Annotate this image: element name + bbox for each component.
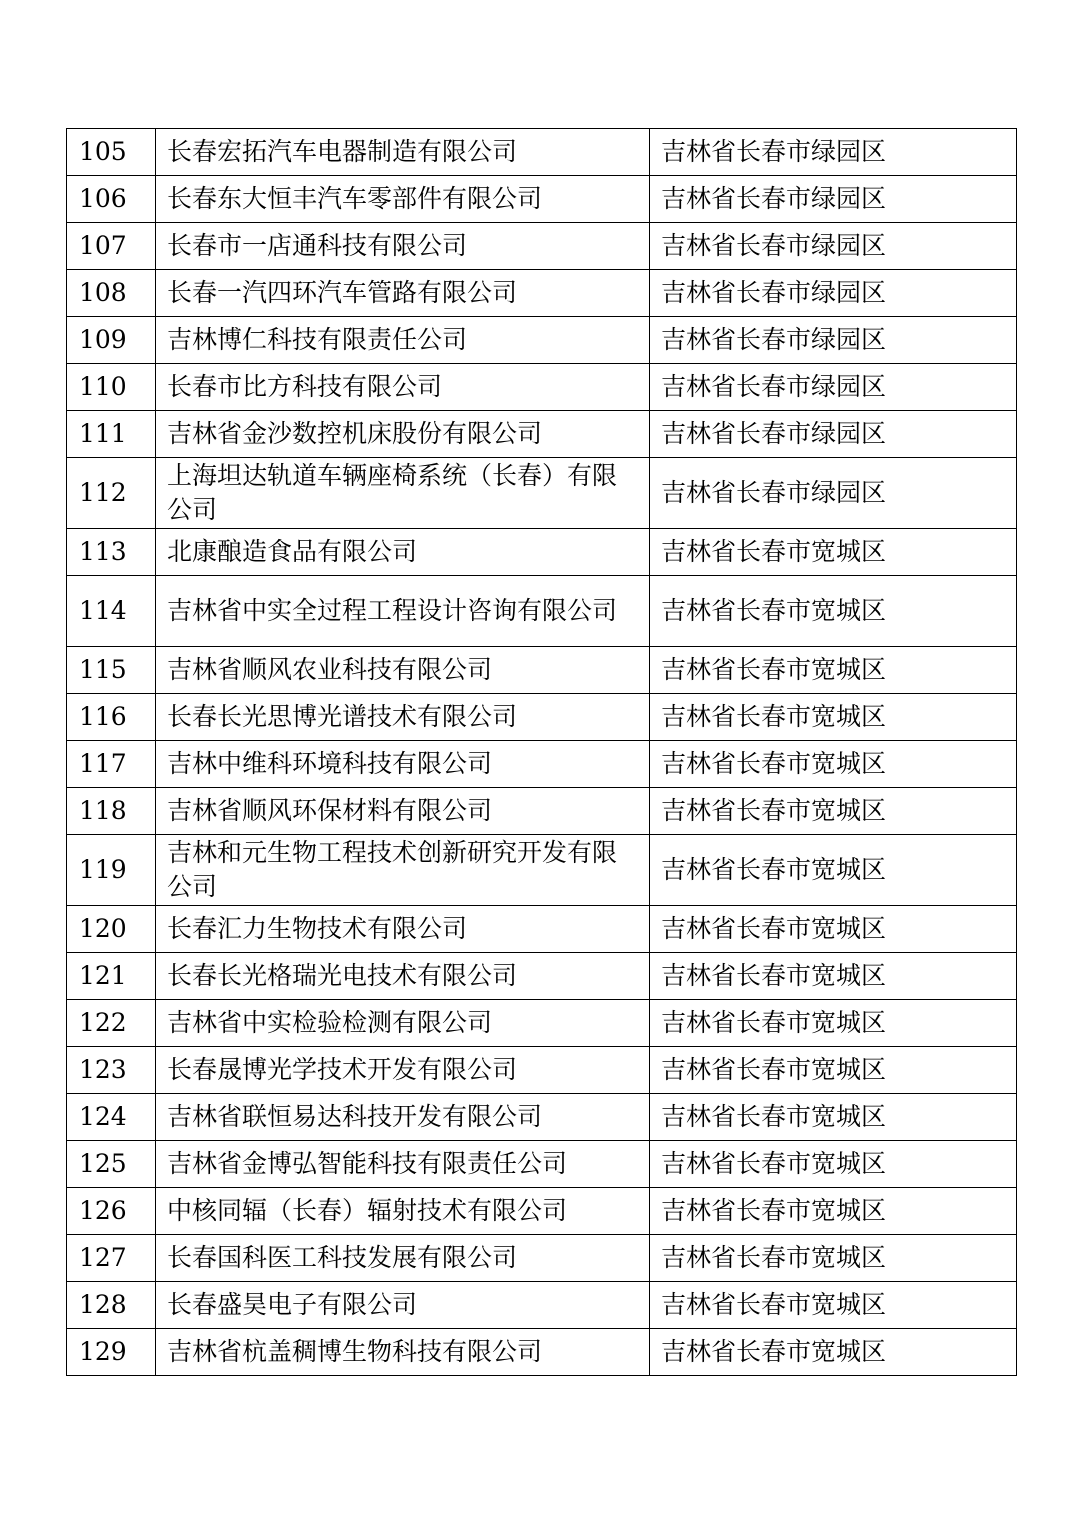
company-name: 吉林省联恒易达科技开发有限公司 bbox=[156, 1094, 650, 1141]
row-number: 127 bbox=[67, 1235, 156, 1282]
table-row bbox=[67, 835, 1017, 906]
company-name: 吉林省金博弘智能科技有限责任公司 bbox=[156, 1141, 650, 1188]
company-location: 吉林省长春市宽城区 bbox=[650, 906, 1017, 953]
company-name: 中核同辐（长春）辐射技术有限公司 bbox=[156, 1188, 650, 1235]
table-row bbox=[67, 1141, 1017, 1188]
company-name: 长春东大恒丰汽车零部件有限公司 bbox=[156, 176, 650, 223]
row-number: 117 bbox=[67, 741, 156, 788]
table-row bbox=[67, 317, 1017, 364]
company-list-table bbox=[66, 128, 1017, 1376]
company-location: 吉林省长春市宽城区 bbox=[650, 1188, 1017, 1235]
row-number: 121 bbox=[67, 953, 156, 1000]
company-name: 吉林博仁科技有限责任公司 bbox=[156, 317, 650, 364]
table-row bbox=[67, 129, 1017, 176]
row-number: 129 bbox=[67, 1329, 156, 1376]
table-row bbox=[67, 176, 1017, 223]
company-location: 吉林省长春市宽城区 bbox=[650, 1000, 1017, 1047]
row-number: 123 bbox=[67, 1047, 156, 1094]
company-name: 上海坦达轨道车辆座椅系统（长春）有限公司 bbox=[156, 458, 650, 529]
row-number: 107 bbox=[67, 223, 156, 270]
table-row bbox=[67, 694, 1017, 741]
row-number: 125 bbox=[67, 1141, 156, 1188]
company-name: 吉林省顺风农业科技有限公司 bbox=[156, 647, 650, 694]
company-location: 吉林省长春市宽城区 bbox=[650, 953, 1017, 1000]
company-name: 吉林中维科环境科技有限公司 bbox=[156, 741, 650, 788]
company-location: 吉林省长春市绿园区 bbox=[650, 458, 1017, 529]
row-number: 114 bbox=[67, 576, 156, 647]
company-location: 吉林省长春市绿园区 bbox=[650, 317, 1017, 364]
company-name: 长春汇力生物技术有限公司 bbox=[156, 906, 650, 953]
table-row bbox=[67, 576, 1017, 647]
row-number: 115 bbox=[67, 647, 156, 694]
company-name: 长春一汽四环汽车管路有限公司 bbox=[156, 270, 650, 317]
table-row bbox=[67, 1188, 1017, 1235]
company-name: 吉林省顺风环保材料有限公司 bbox=[156, 788, 650, 835]
company-location: 吉林省长春市宽城区 bbox=[650, 1235, 1017, 1282]
company-name: 长春市一店通科技有限公司 bbox=[156, 223, 650, 270]
company-location: 吉林省长春市宽城区 bbox=[650, 1282, 1017, 1329]
row-number: 105 bbox=[67, 129, 156, 176]
company-location: 吉林省长春市宽城区 bbox=[650, 1141, 1017, 1188]
company-name: 长春市比方科技有限公司 bbox=[156, 364, 650, 411]
table-row bbox=[67, 1000, 1017, 1047]
company-name: 长春晟博光学技术开发有限公司 bbox=[156, 1047, 650, 1094]
company-location: 吉林省长春市宽城区 bbox=[650, 835, 1017, 906]
table-row bbox=[67, 1329, 1017, 1376]
table-row bbox=[67, 529, 1017, 576]
table-row bbox=[67, 223, 1017, 270]
company-name: 长春盛昊电子有限公司 bbox=[156, 1282, 650, 1329]
company-location: 吉林省长春市绿园区 bbox=[650, 411, 1017, 458]
row-number: 122 bbox=[67, 1000, 156, 1047]
table-row bbox=[67, 953, 1017, 1000]
row-number: 108 bbox=[67, 270, 156, 317]
company-name: 长春长光格瑞光电技术有限公司 bbox=[156, 953, 650, 1000]
row-number: 120 bbox=[67, 906, 156, 953]
company-name: 北康酿造食品有限公司 bbox=[156, 529, 650, 576]
company-name: 长春国科医工科技发展有限公司 bbox=[156, 1235, 650, 1282]
company-name: 吉林和元生物工程技术创新研究开发有限公司 bbox=[156, 835, 650, 906]
company-location: 吉林省长春市绿园区 bbox=[650, 364, 1017, 411]
company-location: 吉林省长春市绿园区 bbox=[650, 176, 1017, 223]
company-location: 吉林省长春市宽城区 bbox=[650, 529, 1017, 576]
row-number: 113 bbox=[67, 529, 156, 576]
company-location: 吉林省长春市宽城区 bbox=[650, 576, 1017, 647]
table-row bbox=[67, 458, 1017, 529]
table-row bbox=[67, 1282, 1017, 1329]
company-name: 吉林省中实检验检测有限公司 bbox=[156, 1000, 650, 1047]
row-number: 110 bbox=[67, 364, 156, 411]
company-location: 吉林省长春市宽城区 bbox=[650, 694, 1017, 741]
table-row bbox=[67, 647, 1017, 694]
company-location: 吉林省长春市绿园区 bbox=[650, 129, 1017, 176]
table-row bbox=[67, 270, 1017, 317]
row-number: 106 bbox=[67, 176, 156, 223]
row-number: 128 bbox=[67, 1282, 156, 1329]
company-location: 吉林省长春市宽城区 bbox=[650, 1329, 1017, 1376]
table-row bbox=[67, 906, 1017, 953]
row-number: 112 bbox=[67, 458, 156, 529]
company-location: 吉林省长春市宽城区 bbox=[650, 788, 1017, 835]
company-location: 吉林省长春市绿园区 bbox=[650, 270, 1017, 317]
row-number: 111 bbox=[67, 411, 156, 458]
company-location: 吉林省长春市宽城区 bbox=[650, 647, 1017, 694]
table-row bbox=[67, 741, 1017, 788]
row-number: 118 bbox=[67, 788, 156, 835]
company-name: 吉林省杭盖稠博生物科技有限公司 bbox=[156, 1329, 650, 1376]
company-name: 长春宏拓汽车电器制造有限公司 bbox=[156, 129, 650, 176]
company-location: 吉林省长春市宽城区 bbox=[650, 741, 1017, 788]
company-location: 吉林省长春市宽城区 bbox=[650, 1047, 1017, 1094]
company-name: 长春长光思博光谱技术有限公司 bbox=[156, 694, 650, 741]
row-number: 109 bbox=[67, 317, 156, 364]
row-number: 124 bbox=[67, 1094, 156, 1141]
company-location: 吉林省长春市绿园区 bbox=[650, 223, 1017, 270]
company-name: 吉林省金沙数控机床股份有限公司 bbox=[156, 411, 650, 458]
company-location: 吉林省长春市宽城区 bbox=[650, 1094, 1017, 1141]
row-number: 116 bbox=[67, 694, 156, 741]
table-row bbox=[67, 364, 1017, 411]
table-row bbox=[67, 1094, 1017, 1141]
table-row bbox=[67, 411, 1017, 458]
table-row bbox=[67, 1047, 1017, 1094]
table-row bbox=[67, 1235, 1017, 1282]
row-number: 119 bbox=[67, 835, 156, 906]
row-number: 126 bbox=[67, 1188, 156, 1235]
table-row bbox=[67, 788, 1017, 835]
company-name: 吉林省中实全过程工程设计咨询有限公司 bbox=[156, 576, 650, 647]
